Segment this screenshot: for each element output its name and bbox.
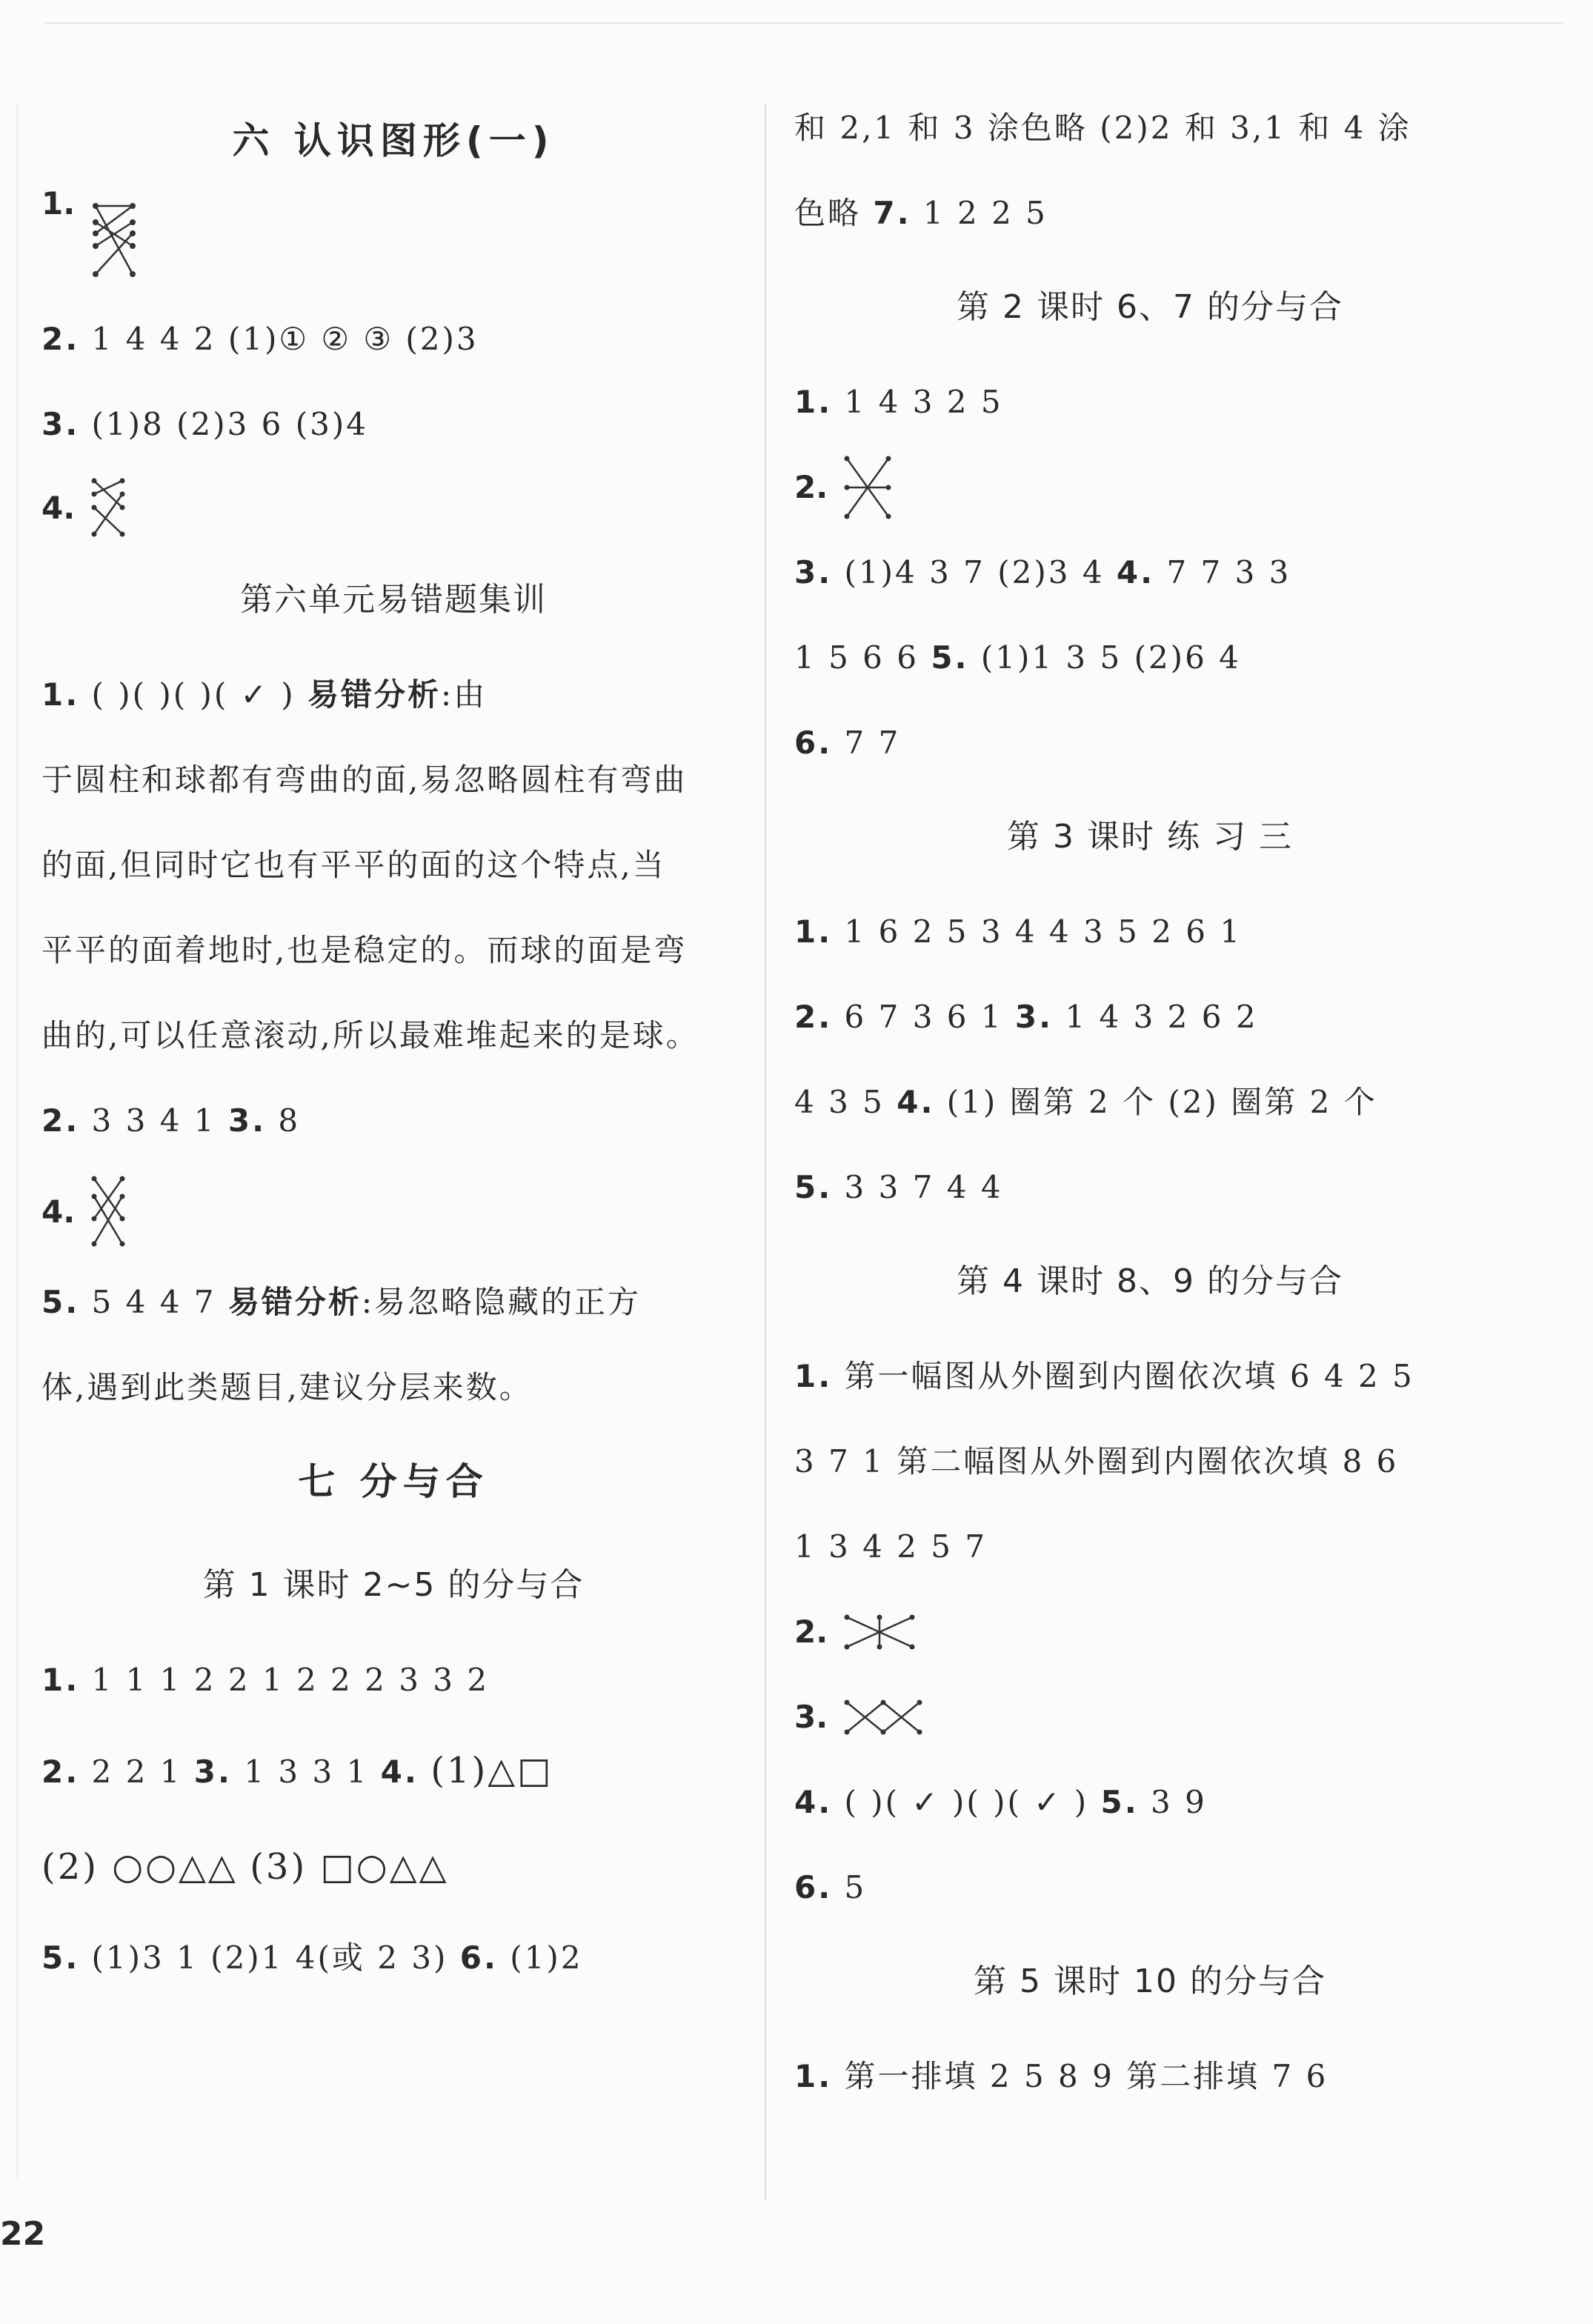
- lesson5-title: 第 5 课时 10 的分与合: [974, 1962, 1326, 2000]
- answer-1-matching: [41, 185, 745, 296]
- answer-text: (1)2: [510, 1940, 583, 1976]
- l4-answer-3-matching: [794, 1674, 1506, 1759]
- continued-answer-7: [794, 170, 1506, 256]
- analysis-text: 平平的面着地时,也是稳定的。而球的面是弯: [41, 932, 688, 968]
- question-number: 3.: [794, 1699, 828, 1735]
- mistake-2-3: [41, 1078, 745, 1163]
- question-number: 3.: [193, 1754, 232, 1790]
- answer-text: ( )( )( )( ✓ ): [91, 676, 296, 713]
- question-number: 1.: [794, 913, 833, 950]
- question-number: 1.: [41, 676, 80, 713]
- l2-answer-2-matching: [794, 445, 1506, 530]
- answer-text: 1 3 4 2 5 7: [794, 1528, 988, 1565]
- question-number: 2.: [41, 1754, 80, 1790]
- question-number: 5.: [794, 1169, 833, 1205]
- question-number: 1.: [794, 384, 833, 420]
- answer-text: 4 3 5: [794, 1084, 885, 1120]
- matching-lines-figure: [842, 1610, 917, 1654]
- lesson2-title: 第 2 课时 6、7 的分与合: [957, 288, 1343, 326]
- question-number: 1.: [794, 1358, 833, 1394]
- l4-answer-6: [794, 1845, 1506, 1930]
- l2-answer-6: [794, 700, 1506, 785]
- unit7-title: 七 分与合: [298, 1460, 489, 1503]
- question-number: 6.: [794, 725, 833, 761]
- matching-lines-figure: [842, 454, 894, 521]
- question-number: 3.: [227, 1102, 267, 1139]
- answer-2: [41, 296, 745, 382]
- analysis-text: :由: [440, 676, 488, 713]
- answer-text: (1)3 1 (2)1 4(或 2 3): [91, 1940, 448, 1976]
- matching-lines-figure: [90, 200, 142, 282]
- mistake-section-title: 第六单元易错题集训: [240, 581, 547, 619]
- question-number: 5.: [41, 1284, 80, 1320]
- question-number: 1.: [794, 2058, 833, 2094]
- unit6-title: 六 认识图形(一): [232, 119, 555, 162]
- mistake-5: [41, 1259, 745, 1345]
- answer-4-matching: [41, 467, 745, 548]
- left-margin-rule: [16, 104, 18, 2178]
- question-number: 4.: [794, 1784, 833, 1820]
- question-number: 2.: [41, 1102, 80, 1139]
- answer-text: (1) 圈第 2 个 (2) 圈第 2 个: [946, 1084, 1377, 1120]
- answer-text: 1 6 2 5 3 4 4 3 5 2 6 1: [844, 913, 1243, 950]
- l4-answer-1: [794, 1334, 1506, 1419]
- lesson3-title: 第 3 课时 练 习 三: [1007, 818, 1293, 856]
- continued-answer: 和 2,1 和 3 涂色略 (2)2 和 3,1 和 4 涂: [794, 110, 1411, 146]
- question-number: 4.: [380, 1754, 419, 1790]
- answer-text: 色略: [794, 195, 862, 231]
- answer-text: 1 4 3 2 5: [844, 384, 1003, 420]
- analysis-text: 于圆柱和球都有弯曲的面,易忽略圆柱有弯曲: [41, 762, 688, 798]
- l1-answer-1: [41, 1637, 745, 1722]
- lesson1-title: 第 1 课时 2~5 的分与合: [202, 1566, 585, 1604]
- question-number: 2.: [794, 469, 828, 505]
- l3-answer-2-3: [794, 974, 1506, 1059]
- top-rule: [44, 22, 1563, 24]
- answer-text: 第一排填 2 5 8 9 第二排填 7 6: [844, 2058, 1328, 2094]
- question-number: 4.: [1116, 554, 1155, 590]
- question-number: 2.: [794, 999, 833, 1035]
- l2-answer-3-4: [794, 530, 1506, 615]
- l2-answer-4b-5: [794, 615, 1506, 700]
- shapes-answer: (3) □○△△: [250, 1846, 449, 1888]
- answer-text: 3 3 7 4 4: [844, 1169, 1003, 1205]
- answer-text: 5 4 4 7: [91, 1284, 216, 1320]
- l3-answer-1: [794, 889, 1506, 974]
- l1-answer-2-3-4: [41, 1722, 745, 1819]
- answer-text: 5: [844, 1869, 867, 1905]
- shapes-answer: (2) ○○△△: [41, 1846, 238, 1888]
- answer-text: 2 2 1: [91, 1754, 182, 1790]
- question-number: 6.: [459, 1940, 498, 1976]
- l2-answer-1: [794, 359, 1506, 445]
- l4-answer-2-matching: [794, 1589, 1506, 1674]
- question-number: 3.: [41, 406, 80, 442]
- question-number: 4.: [41, 489, 76, 526]
- answer-text: 6 7 3 6 1: [844, 999, 1003, 1035]
- answer-text: (1)4 3 7 (2)3 4: [844, 554, 1105, 590]
- answer-text: 1 1 1 2 2 1 2 2 2 3 3 2: [91, 1662, 490, 1698]
- matching-lines-figure: [90, 476, 127, 539]
- answer-text: 1 5 6 6: [794, 639, 919, 676]
- l1-answer-4b: [41, 1819, 745, 1915]
- question-number: 1.: [41, 185, 76, 222]
- analysis-text: 体,遇到此类题目,建议分层来数。: [41, 1369, 533, 1405]
- right-column: [794, 85, 1506, 2119]
- answer-text: (1)1 3 5 (2)6 4: [980, 639, 1241, 676]
- l3-answer-3b-4: [794, 1059, 1506, 1145]
- column-divider: [765, 104, 766, 2200]
- answer-text: 1 4 3 2 6 2: [1065, 999, 1258, 1035]
- question-number: 5.: [41, 1940, 80, 1976]
- answer-text: 3 3 4 1: [91, 1102, 216, 1139]
- answer-text: (1)8 (2)3 6 (3)4: [91, 406, 368, 442]
- question-number: 3.: [1014, 999, 1054, 1035]
- shapes-answer: (1)△□: [430, 1750, 553, 1791]
- left-column: [41, 96, 745, 2000]
- question-number: 7.: [873, 195, 911, 231]
- l5-answer-1: [794, 2034, 1506, 2119]
- answer-text: 1 4 4 2 (1)① ② ③ (2)3: [91, 321, 479, 357]
- l3-answer-5: [794, 1145, 1506, 1230]
- answer-text: 1 2 2 5: [922, 195, 1048, 231]
- answer-text: 1 3 3 1: [244, 1754, 369, 1790]
- answer-text: 3 9: [1151, 1784, 1207, 1820]
- question-number: 5.: [931, 639, 969, 676]
- question-number: 5.: [1100, 1784, 1139, 1820]
- matching-lines-figure: [842, 1695, 924, 1739]
- answer-text: 7 7: [844, 725, 901, 761]
- mistake-analysis-label: 易错分析: [227, 1284, 362, 1320]
- mistake-analysis-label: 易错分析: [307, 676, 441, 713]
- answer-text: 7 7 3 3: [1166, 554, 1291, 590]
- l1-answer-5-6: [41, 1915, 745, 2000]
- analysis-text: 的面,但同时它也有平平的面的这个特点,当: [41, 847, 666, 883]
- question-number: 2.: [794, 1614, 828, 1650]
- matching-lines-figure: [90, 1174, 127, 1248]
- answer-text: 第一幅图从外圈到内圈依次填 6 4 2 5: [844, 1358, 1414, 1394]
- lesson4-title: 第 4 课时 8、9 的分与合: [957, 1262, 1343, 1300]
- page-number: 22: [0, 2215, 46, 2253]
- answer-text: 8: [278, 1102, 301, 1139]
- question-number: 4.: [897, 1084, 935, 1120]
- answer-3: [41, 382, 745, 467]
- question-number: 1.: [41, 1662, 80, 1698]
- question-number: 4.: [41, 1193, 76, 1230]
- question-number: 3.: [794, 554, 833, 590]
- question-number: 2.: [41, 321, 80, 357]
- analysis-text: :易忽略隐藏的正方: [361, 1284, 642, 1320]
- analysis-text: 曲的,可以任意滚动,所以最难堆起来的是球。: [41, 1017, 699, 1053]
- question-number: 6.: [794, 1869, 833, 1905]
- answer-text: ( )( ✓ )( )( ✓ ): [844, 1784, 1089, 1820]
- answer-text: 3 7 1 第二幅图从外圈到内圈依次填 8 6: [794, 1443, 1399, 1479]
- mistake-1: [41, 652, 745, 737]
- l4-answer-4-5: [794, 1759, 1506, 1845]
- mistake-4-matching: [41, 1163, 745, 1259]
